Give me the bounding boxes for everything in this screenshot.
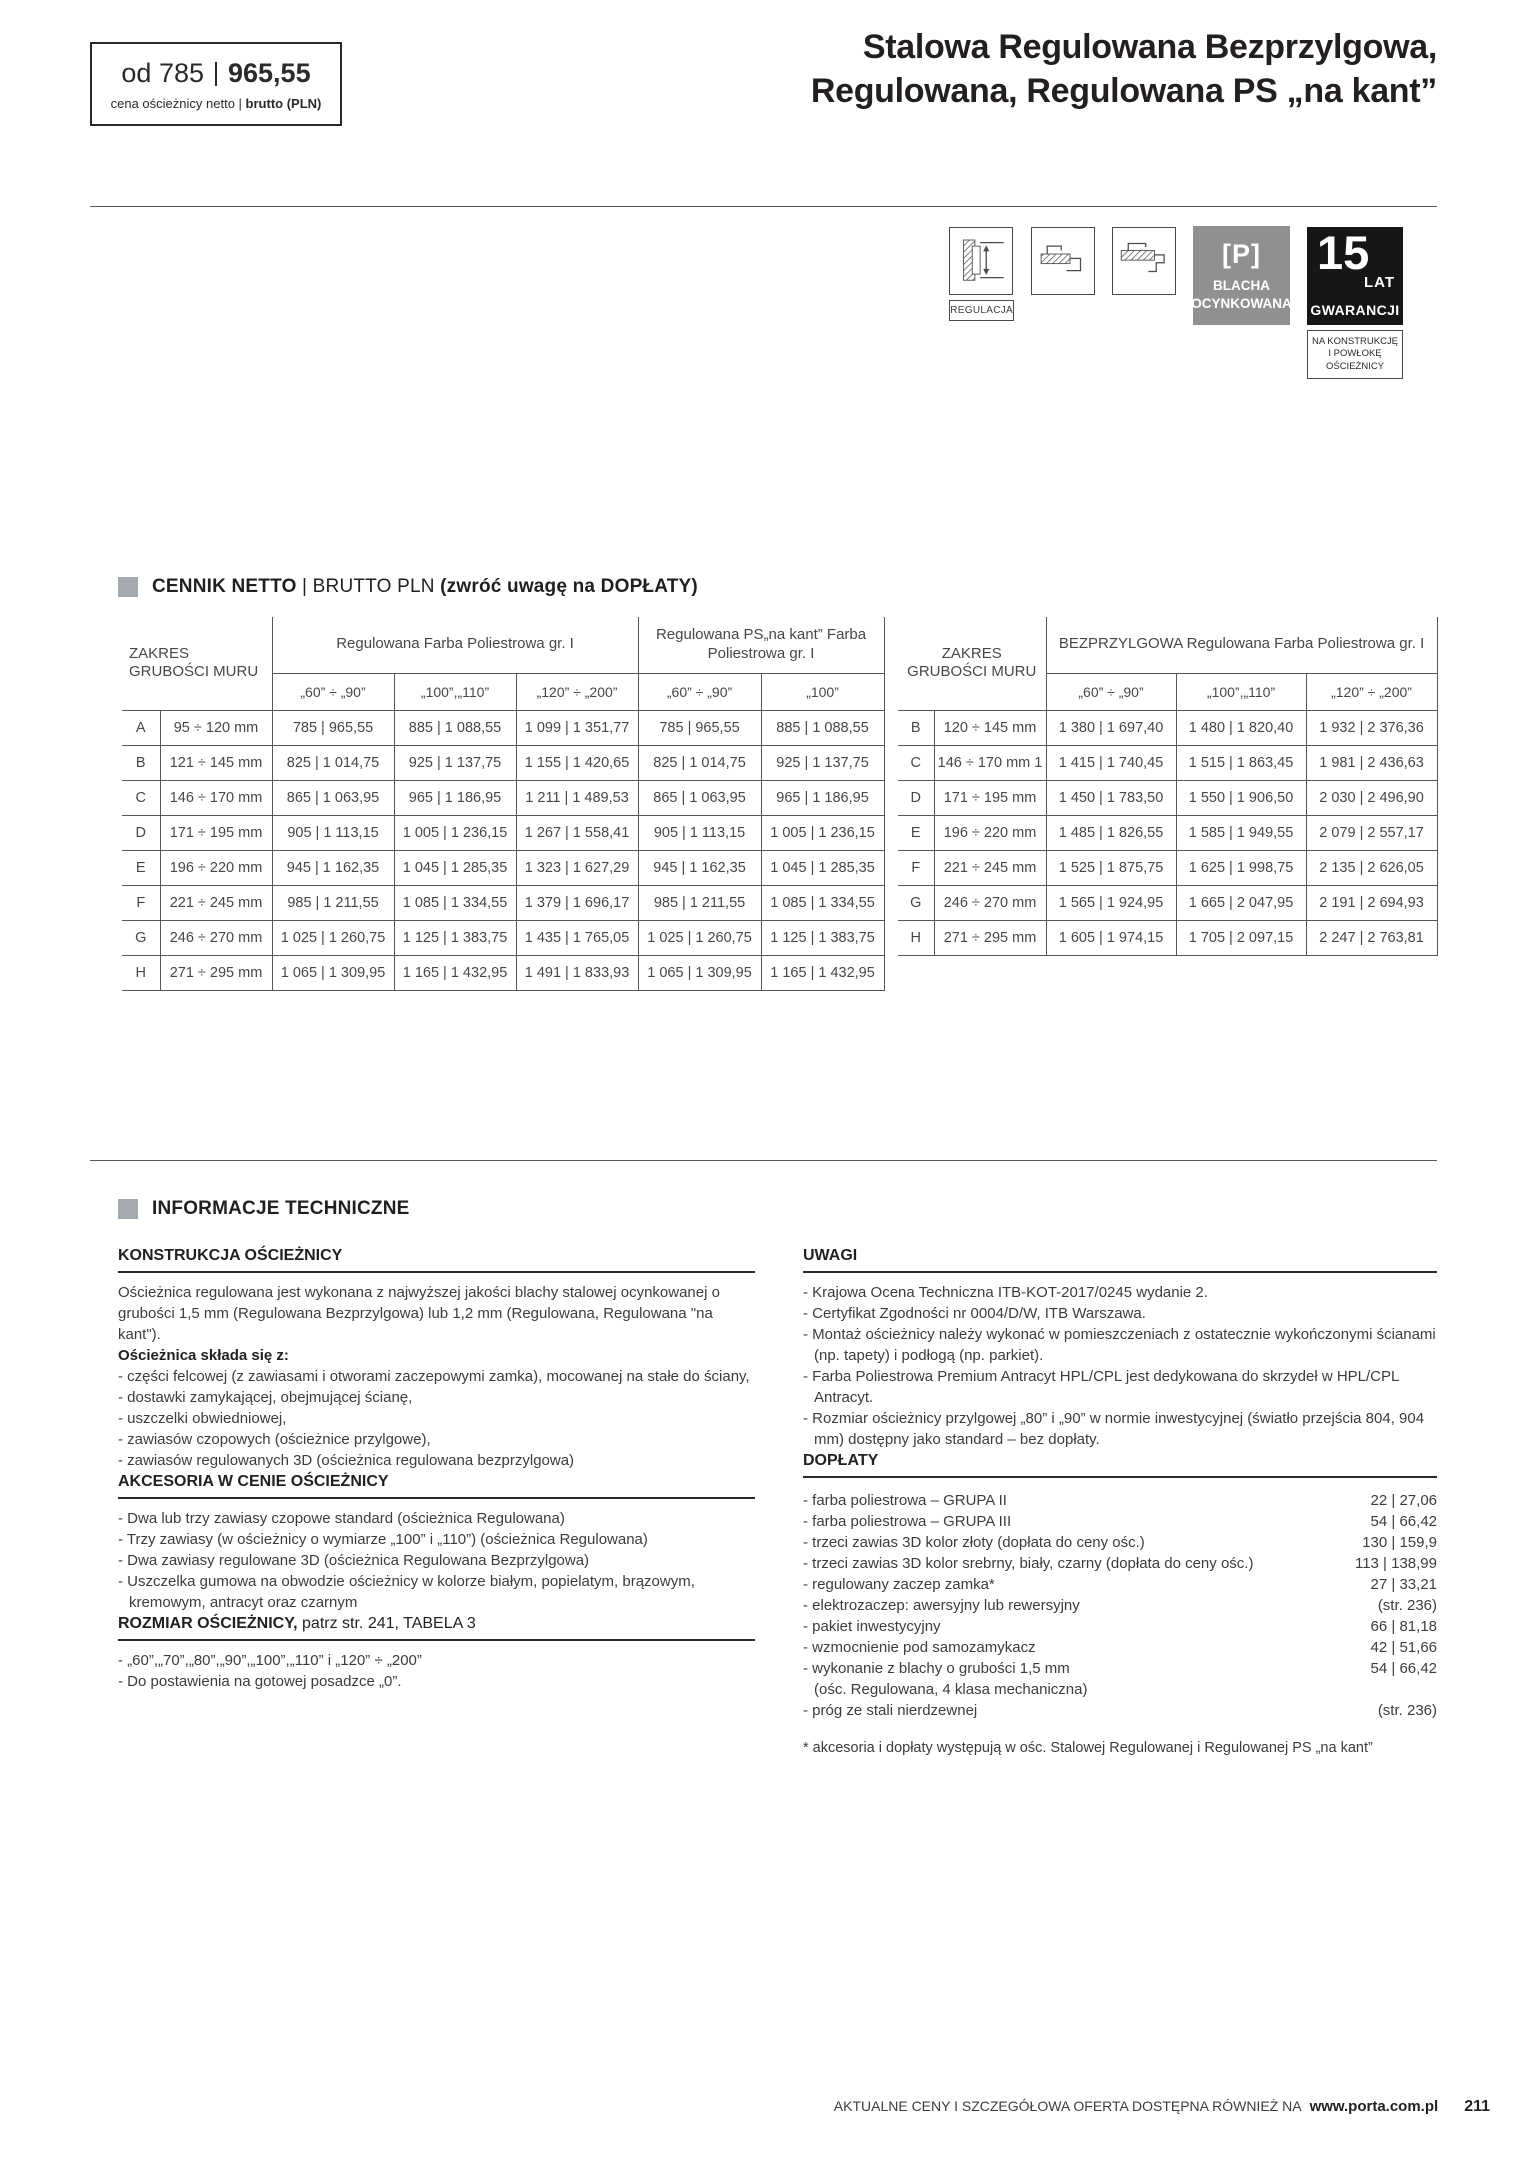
- list-item: - Rozmiar ościeżnicy przylgowej „80” i „90” w normie inwestycyjnej (światło przejścia 804, 904 mm) dostępny jako standard – bez dopłaty.: [803, 1410, 1425, 1448]
- list-item: - zawiasów regulowanych 3D (ościeżnica regulowana bezprzylgowa): [118, 1452, 575, 1469]
- list-item: - dostawki zamykającej, obejmującej ścianę,: [118, 1389, 413, 1406]
- surcharge-row: [803, 1658, 1437, 1679]
- price-cell: 1 485 | 1 826,55: [1046, 815, 1176, 850]
- row-letter: D: [898, 780, 934, 815]
- doplaty-footnote: * akcesoria i dopłaty występują w ośc. Stalowej Regulowanej i Regulowanej PS „na kant”: [803, 1740, 1373, 1756]
- surcharge-label: - próg ze stali nierdzewnej: [803, 1702, 978, 1719]
- price-cell: 1 065 | 1 309,95: [272, 955, 394, 990]
- guarantee-years: 15: [1317, 226, 1370, 279]
- list-item: - Farba Poliestrowa Premium Antracyt HPL/CPL jest dedykowana do skrzydeł w HPL/CPL Antracyt.: [803, 1368, 1399, 1406]
- price-cell: 1 450 | 1 783,50: [1046, 780, 1176, 815]
- price-cell: 1 005 | 1 236,15: [761, 815, 884, 850]
- rozmiar-title: ROZMIAR OŚCIEŻNICY, patrz str. 241, TABELA 3: [118, 1613, 755, 1641]
- table-row: [122, 815, 884, 850]
- konstrukcja-title: KONSTRUKCJA OŚCIEŻNICY: [118, 1245, 755, 1273]
- price-cell: 1 585 | 1 949,55: [1176, 815, 1306, 850]
- price-cell: 1 525 | 1 875,75: [1046, 850, 1176, 885]
- guarantee-lat: LAT: [1363, 274, 1395, 291]
- tech-heading: INFORMACJE TECHNICZNE: [152, 1198, 410, 1219]
- wall-range-cell: 221 ÷ 245 mm: [934, 850, 1046, 885]
- price-cell: 905 | 1 113,15: [638, 815, 761, 850]
- row-letter: B: [898, 710, 934, 745]
- price-cell: 1 085 | 1 334,55: [394, 885, 516, 920]
- list-item: - Do postawienia na gotowej posadzce „0”.: [118, 1673, 402, 1690]
- regulacja-label: REGULACJA: [949, 300, 1014, 321]
- wall-range-cell: 246 ÷ 270 mm: [934, 885, 1046, 920]
- price-cell: 985 | 1 211,55: [638, 885, 761, 920]
- feature-icons: [949, 227, 1403, 379]
- rebated-frame-icon: [1031, 227, 1095, 295]
- price-cell: 1 005 | 1 236,15: [394, 815, 516, 850]
- price-cell: 1 665 | 2 047,95: [1176, 885, 1306, 920]
- price-cell: 1 125 | 1 383,75: [394, 920, 516, 955]
- surcharge-value: 54 | 66,42: [1370, 1513, 1437, 1530]
- wall-range-cell: 171 ÷ 195 mm: [934, 780, 1046, 815]
- table-row: [122, 920, 884, 955]
- wall-range-cell: 146 ÷ 170 mm 1: [934, 745, 1046, 780]
- price-cell: 1 565 | 1 924,95: [1046, 885, 1176, 920]
- surcharge-label: - farba poliestrowa – GRUPA II: [803, 1492, 1007, 1509]
- surcharge-label: - trzeci zawias 3D kolor srebrny, biały, czarny (dopłata do ceny ośc.): [803, 1555, 1254, 1572]
- size-col-header: „60” ÷ „90”: [272, 673, 394, 710]
- list-item: - Dwa zawiasy regulowane 3D (ościeżnica Regulowana Bezprzylgowa): [118, 1552, 590, 1569]
- surcharge-row: [803, 1700, 1437, 1721]
- list-item: - uszczelki obwiedniowej,: [118, 1410, 287, 1427]
- wall-range-cell: 196 ÷ 220 mm: [160, 850, 272, 885]
- list-item: - Montaż ościeżnicy należy wykonać w pomieszczeniach z ostatecznie wykończonymi ścianami (np. tapety) i podłogą (np. parkiet).: [803, 1326, 1436, 1364]
- blacha-ocynkowana-badge: [1193, 226, 1290, 325]
- price-cell: 1 625 | 1 998,75: [1176, 850, 1306, 885]
- price-caption: cena ościeżnicy netto | brutto (PLN): [110, 95, 322, 111]
- wall-range-cell: 196 ÷ 220 mm: [934, 815, 1046, 850]
- price-cell: 1 025 | 1 260,75: [272, 920, 394, 955]
- price-cell: 885 | 1 088,55: [394, 710, 516, 745]
- group-header: Regulowana Farba Poliestrowa gr. I: [272, 617, 638, 673]
- price-cell: 1 211 | 1 489,53: [516, 780, 638, 815]
- akcesoria-bullets: [118, 1508, 755, 1613]
- guarantee-feature: [1307, 227, 1403, 379]
- surcharge-value: 66 | 81,18: [1370, 1618, 1437, 1635]
- price-cell: 885 | 1 088,55: [761, 710, 884, 745]
- guarantee-note: NA KONSTRUKCJĘ I POWŁOKĘ OŚCIEŻNICY: [1307, 330, 1403, 379]
- price-cell: 785 | 965,55: [638, 710, 761, 745]
- guarantee-badge: [1307, 227, 1403, 325]
- tech-column-right: [803, 1245, 1437, 1759]
- cennik-section-head: [118, 576, 698, 598]
- wall-range-cell: 271 ÷ 295 mm: [160, 955, 272, 990]
- price-cell: 985 | 1 211,55: [272, 885, 394, 920]
- price-cell: 1 491 | 1 833,93: [516, 955, 638, 990]
- row-letter: E: [122, 850, 160, 885]
- wall-range-cell: 120 ÷ 145 mm: [934, 710, 1046, 745]
- table-row: [898, 780, 1437, 815]
- row-letter: C: [898, 745, 934, 780]
- size-col-header: „120” ÷ „200”: [1306, 673, 1437, 710]
- price-cell: 2 030 | 2 496,90: [1306, 780, 1437, 815]
- price-cell: 825 | 1 014,75: [638, 745, 761, 780]
- konstrukcja-intro: Ościeżnica regulowana jest wykonana z najwyższej jakości blachy stalowej ocynkowanej o grubości 1,5 mm (Regulowana Bezprzylgowa) lub 1,2 mm (Regulowana, Regulowana "na kant").: [118, 1284, 720, 1343]
- uwagi-title: UWAGI: [803, 1245, 1437, 1273]
- price-cell: 1 165 | 1 432,95: [394, 955, 516, 990]
- price-cell: 1 515 | 1 863,45: [1176, 745, 1306, 780]
- price-cell: 925 | 1 137,75: [394, 745, 516, 780]
- price-cell: 1 125 | 1 383,75: [761, 920, 884, 955]
- table-row: [898, 710, 1437, 745]
- price-cell: 1 480 | 1 820,40: [1176, 710, 1306, 745]
- price-cell: 1 981 | 2 436,63: [1306, 745, 1437, 780]
- doplaty-list: [803, 1490, 1437, 1721]
- tech-column-left: [118, 1245, 755, 1692]
- surcharge-value: (str. 236): [1377, 1702, 1437, 1719]
- price-table-bezprzylgowa: [898, 617, 1438, 956]
- price-cell: 965 | 1 186,95: [394, 780, 516, 815]
- price-cell: 945 | 1 162,35: [638, 850, 761, 885]
- row-letter: G: [122, 920, 160, 955]
- konstrukcja-bullets: [118, 1366, 755, 1471]
- price-separator: [215, 62, 217, 86]
- surcharge-label: - regulowany zaczep zamka*: [803, 1576, 995, 1593]
- size-col-header: „120” ÷ „200”: [516, 673, 638, 710]
- surcharge-row: [803, 1553, 1437, 1574]
- price-table-regulowana: [122, 617, 885, 991]
- list-item: - „60”,„70”,„80”,„90”,„100”,„110” i „120” ÷ „200”: [118, 1652, 422, 1669]
- konstrukcja-bold-line: Ościeżnica składa się z:: [118, 1347, 289, 1364]
- wall-range-cell: 171 ÷ 195 mm: [160, 815, 272, 850]
- blacha-label: BLACHA OCYNKOWANA: [1191, 277, 1292, 311]
- nonrebated-frame-feature: [1112, 227, 1176, 295]
- price-cell: 925 | 1 137,75: [761, 745, 884, 780]
- surcharge-value: 42 | 51,66: [1370, 1639, 1437, 1656]
- cennik-heading: CENNIK NETTO | BRUTTO PLN (zwróć uwagę na DOPŁATY): [152, 576, 698, 597]
- guarantee-word: GWARANCJI: [1310, 302, 1400, 318]
- list-item: - zawiasów czopowych (ościeżnice przylgowe),: [118, 1431, 431, 1448]
- size-col-header: „60” ÷ „90”: [1046, 673, 1176, 710]
- surcharge-row: [803, 1532, 1437, 1553]
- surcharge-label: - pakiet inwestycyjny: [803, 1618, 941, 1635]
- price-cell: 1 379 | 1 696,17: [516, 885, 638, 920]
- price-cell: 2 247 | 2 763,81: [1306, 920, 1437, 955]
- row-letter: H: [898, 920, 934, 955]
- table-row: [122, 745, 884, 780]
- price-cell: 1 550 | 1 906,50: [1176, 780, 1306, 815]
- surcharge-label: - wykonanie z blachy o grubości 1,5 mm: [803, 1660, 1070, 1677]
- page-footer: [834, 2098, 1490, 2116]
- table-row: [122, 710, 884, 745]
- page-title: Stalowa Regulowana Bezprzylgowa, Regulowana, Regulowana PS „na kant”: [810, 28, 1437, 110]
- price-table-left-body: [122, 710, 884, 990]
- section-divider: [90, 1160, 1437, 1161]
- price-cell: 1 380 | 1 697,40: [1046, 710, 1176, 745]
- row-letter: C: [122, 780, 160, 815]
- surcharge-value: (str. 236): [1377, 1597, 1437, 1614]
- table-row: [122, 850, 884, 885]
- surcharge-row: [803, 1574, 1437, 1595]
- wall-range-cell: 95 ÷ 120 mm: [160, 710, 272, 745]
- size-col-header: „100”,„110”: [394, 673, 516, 710]
- price-cell: 1 155 | 1 420,65: [516, 745, 638, 780]
- surcharge-value: 27 | 33,21: [1370, 1576, 1437, 1593]
- price-cell: 965 | 1 186,95: [761, 780, 884, 815]
- row-letter: F: [122, 885, 160, 920]
- row-letter: A: [122, 710, 160, 745]
- surcharge-row: [803, 1637, 1437, 1658]
- table-row: [122, 780, 884, 815]
- price-box: [90, 42, 342, 126]
- corner-header: ZAKRES GRUBOŚCI MURU: [122, 617, 272, 710]
- footer-website-link[interactable]: www.porta.com.pl: [1309, 2098, 1439, 2115]
- price-cell: 945 | 1 162,35: [272, 850, 394, 885]
- table-row: [898, 920, 1437, 955]
- price-cell: 2 079 | 2 557,17: [1306, 815, 1437, 850]
- wall-range-cell: 121 ÷ 145 mm: [160, 745, 272, 780]
- uwagi-bullets: [803, 1282, 1437, 1450]
- footer-text: AKTUALNE CENY I SZCZEGÓŁOWA OFERTA DOSTĘPNA RÓWNIEŻ NA: [833, 2098, 1302, 2114]
- price-cell: 1 045 | 1 285,35: [761, 850, 884, 885]
- table-row: [898, 885, 1437, 920]
- price-cell: 1 065 | 1 309,95: [638, 955, 761, 990]
- row-letter: E: [898, 815, 934, 850]
- wall-range-cell: 246 ÷ 270 mm: [160, 920, 272, 955]
- price-cell: 1 025 | 1 260,75: [638, 920, 761, 955]
- price-cell: 1 165 | 1 432,95: [761, 955, 884, 990]
- price-cell: 2 191 | 2 694,93: [1306, 885, 1437, 920]
- surcharge-label: - trzeci zawias 3D kolor złoty (dopłata do ceny ośc.): [803, 1534, 1145, 1551]
- table-row: [122, 885, 884, 920]
- price-cell: 785 | 965,55: [272, 710, 394, 745]
- surcharge-row: [803, 1595, 1437, 1616]
- table-row: [898, 815, 1437, 850]
- price-cell: 1 099 | 1 351,77: [516, 710, 638, 745]
- rebated-frame-feature: [1031, 227, 1095, 295]
- size-col-header: „100”,„110”: [1176, 673, 1306, 710]
- non-rebated-frame-icon: [1112, 227, 1176, 295]
- regulacja-feature: [949, 227, 1014, 321]
- surcharge-value: 113 | 138,99: [1354, 1555, 1437, 1572]
- akcesoria-title: AKCESORIA W CENIE OŚCIEŻNICY: [118, 1471, 755, 1499]
- price-cell: 825 | 1 014,75: [272, 745, 394, 780]
- price-cell: 1 415 | 1 740,45: [1046, 745, 1176, 780]
- list-item: - części felcowej (z zawiasami i otworami zaczepowymi zamka), mocowanej na stałe do ściany,: [118, 1368, 750, 1385]
- price-cell: 865 | 1 063,95: [638, 780, 761, 815]
- table-row: [898, 745, 1437, 780]
- rozmiar-bullets: [118, 1650, 755, 1692]
- row-letter: F: [898, 850, 934, 885]
- list-item: - Certyfikat Zgodności nr 0004/D/W, ITB Warszawa.: [803, 1305, 1146, 1322]
- row-letter: B: [122, 745, 160, 780]
- wall-range-cell: 146 ÷ 170 mm: [160, 780, 272, 815]
- corner-header: ZAKRES GRUBOŚCI MURU: [898, 617, 1046, 710]
- surcharge-value: 130 | 159,9: [1362, 1534, 1437, 1551]
- table-row: [898, 850, 1437, 885]
- price-cell: 1 045 | 1 285,35: [394, 850, 516, 885]
- price-main: [121, 58, 310, 89]
- price-cell: 2 135 | 2 626,05: [1306, 850, 1437, 885]
- surcharge-label: - elektrozaczep: awersyjny lub rewersyjny: [803, 1597, 1080, 1614]
- list-item: - Dwa lub trzy zawiasy czopowe standard (ościeżnica Regulowana): [118, 1510, 565, 1527]
- price-table-right-body: [898, 710, 1437, 955]
- table-row: [122, 955, 884, 990]
- row-letter: H: [122, 955, 160, 990]
- section-bullet-icon: [118, 1199, 138, 1219]
- surcharge-value: 22 | 27,06: [1370, 1492, 1437, 1509]
- row-letter: D: [122, 815, 160, 850]
- size-col-header: „100”: [761, 673, 884, 710]
- list-item: - Trzy zawiasy (w ościeżnicy o wymiarze „100” i „110”) (ościeżnica Regulowana): [118, 1531, 648, 1548]
- price-cell: 1 705 | 2 097,15: [1176, 920, 1306, 955]
- tech-section-head: [118, 1198, 410, 1220]
- price-cell: 905 | 1 113,15: [272, 815, 394, 850]
- group-header: BEZPRZYLGOWA Regulowana Farba Poliestrowa gr. I: [1046, 617, 1437, 673]
- price-brutto: 965,55: [228, 57, 311, 88]
- row-letter: G: [898, 885, 934, 920]
- price-cell: 1 085 | 1 334,55: [761, 885, 884, 920]
- surcharge-label: - wzmocnienie pod samozamykacz: [803, 1639, 1036, 1656]
- price-cell: 1 605 | 1 974,15: [1046, 920, 1176, 955]
- list-item: - Krajowa Ocena Techniczna ITB-KOT-2017/0245 wydanie 2.: [803, 1284, 1208, 1301]
- price-cell: 1 323 | 1 627,29: [516, 850, 638, 885]
- page-number: 211: [1464, 2098, 1490, 2115]
- size-col-header: „60” ÷ „90”: [638, 673, 761, 710]
- price-cell: 1 267 | 1 558,41: [516, 815, 638, 850]
- porta-logo-icon: [P]: [1222, 238, 1261, 269]
- price-cell: 1 932 | 2 376,36: [1306, 710, 1437, 745]
- header-divider: [90, 206, 1437, 207]
- list-item: - Uszczelka gumowa na obwodzie ościeżnicy w kolorze białym, popielatym, brązowym, kremowym, antracyt oraz czarnym: [118, 1573, 695, 1611]
- price-netto: od 785: [121, 57, 204, 88]
- surcharge-value: 54 | 66,42: [1370, 1660, 1437, 1677]
- frame-adjust-icon: [949, 227, 1013, 295]
- surcharge-sub-label: (ośc. Regulowana, 4 klasa mechaniczna): [814, 1681, 1088, 1698]
- surcharge-label: - farba poliestrowa – GRUPA III: [803, 1513, 1012, 1530]
- price-cell: 865 | 1 063,95: [272, 780, 394, 815]
- doplaty-title: DOPŁATY: [803, 1450, 1437, 1478]
- price-cell: 1 435 | 1 765,05: [516, 920, 638, 955]
- surcharge-row: [803, 1616, 1437, 1637]
- wall-range-cell: 221 ÷ 245 mm: [160, 885, 272, 920]
- section-bullet-icon: [118, 577, 138, 597]
- wall-range-cell: 271 ÷ 295 mm: [934, 920, 1046, 955]
- group-header: Regulowana PS„na kant” Farba Poliestrowa gr. I: [638, 617, 884, 673]
- surcharge-row: [803, 1490, 1437, 1511]
- surcharge-row: [803, 1511, 1437, 1532]
